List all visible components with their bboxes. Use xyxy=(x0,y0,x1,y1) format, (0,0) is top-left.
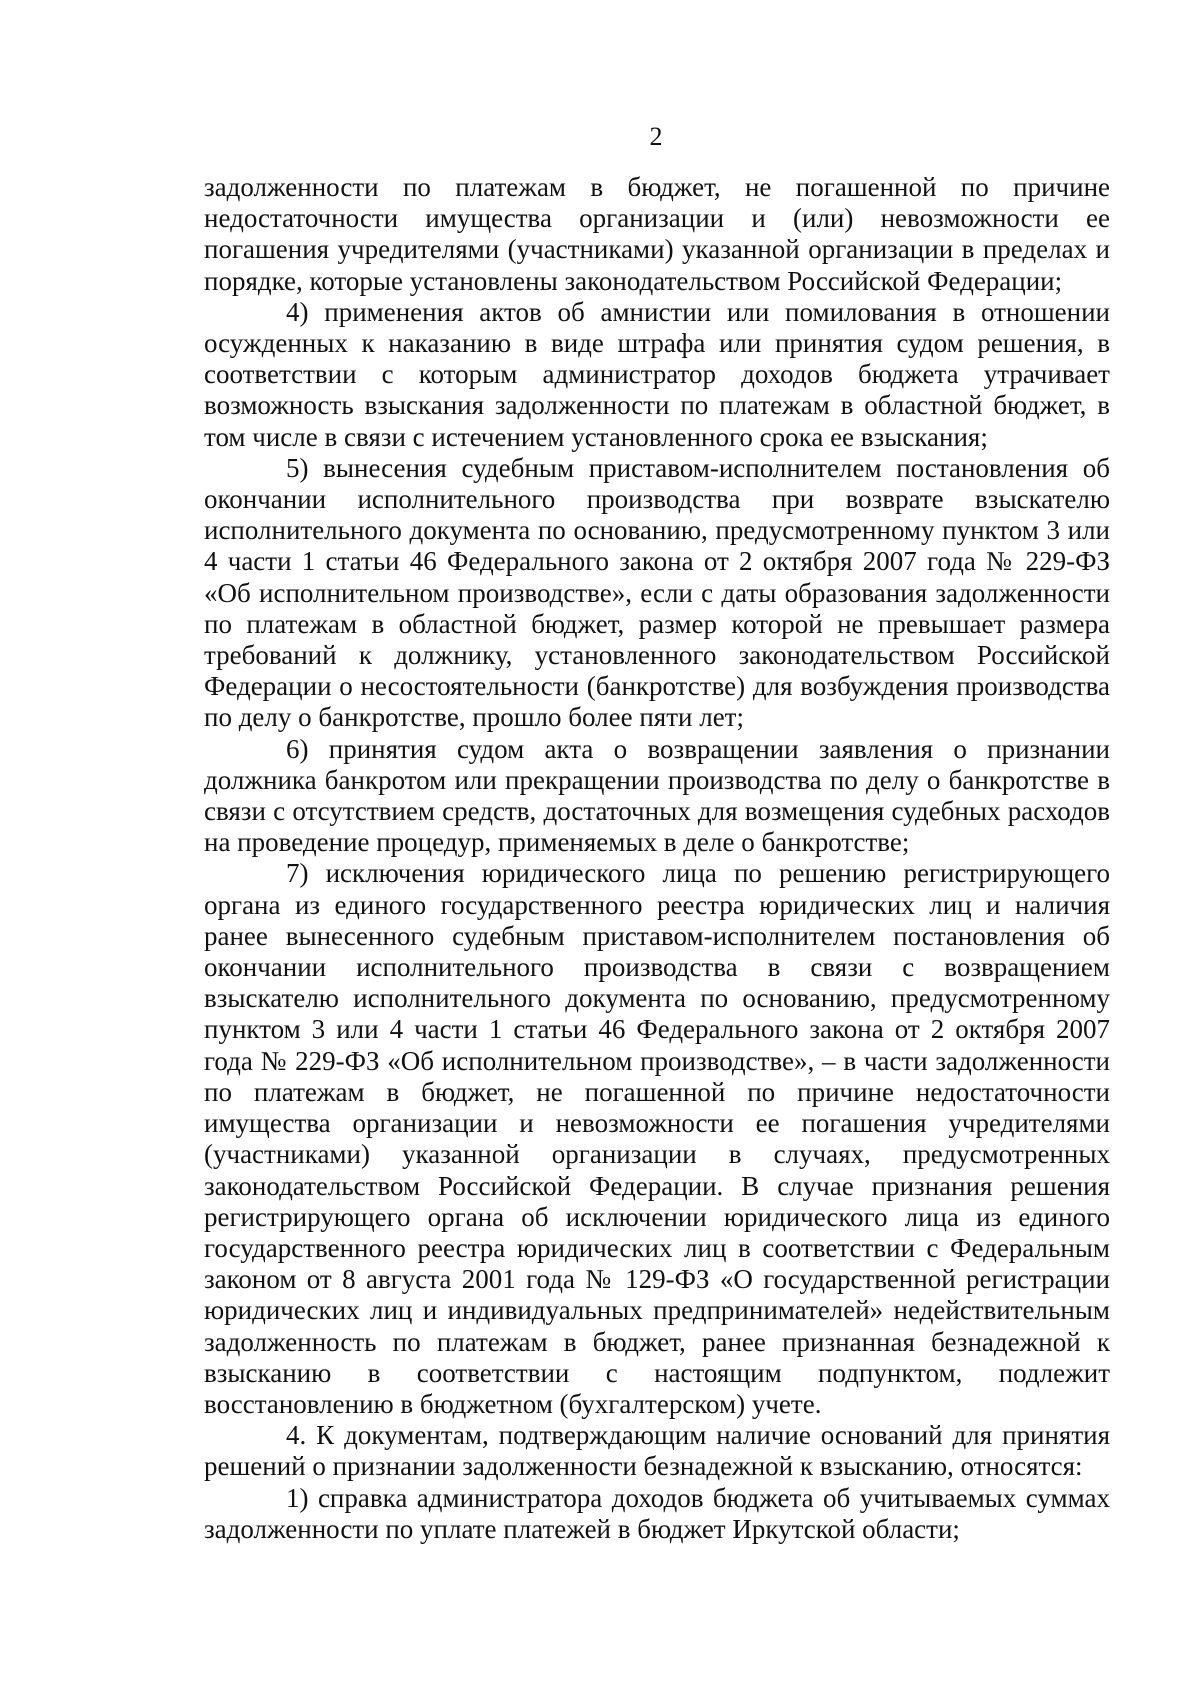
paragraph-item-5: 5) вынесения судебным приставом-исполнителем постановления об окончании исполнительного производства при возврате взыскателю исполнительного документа по основанию, предусмотренному пунктом 3 или 4 части 1 статьи 46 Федерального закона от 2 октября 2007 года № 229-ФЗ «Об исполнительном производстве», если с даты образования задолженности по платежам в областной бюджет, размер которой не превышает размера требований к должнику, установленного законодательством Российской Федерации о несостоятельности (банкротстве) для возбуждения производства по делу о банкротстве, прошло более пяти лет; xyxy=(204,452,1110,733)
paragraph-item-6: 6) принятия судом акта о возвращении заявления о признании должника банкротом или прекращении производства по делу о банкротстве в связи с отсутствием средств, достаточных для возмещения судебных расходов на проведение процедур, применяемых в деле о банкротстве; xyxy=(204,733,1110,858)
document-body xyxy=(204,172,1110,1545)
paragraph-section-4: 4. К документам, подтверждающим наличие оснований для принятия решений о признании задолженности безнадежной к взысканию, относятся: xyxy=(204,1420,1110,1482)
paragraph-continuation: задолженности по платежам в бюджет, не погашенной по причине недостаточности имущества организации и (или) невозможности ее погашения учредителями (участниками) указанной организации в пределах и порядке, которые установлены законодательством Российской Федерации; xyxy=(204,172,1110,296)
paragraph-subitem-1: 1) справка администратора доходов бюджета об учитываемых суммах задолженности по уплате платежей в бюджет Иркутской области; xyxy=(204,1482,1110,1544)
page-number: 2 xyxy=(649,122,663,151)
paragraph-item-7: 7) исключения юридического лица по решению регистрирующего органа из единого государственного реестра юридических лиц и наличия ранее вынесенного судебным приставом-исполнителем постановления об окончании исполнительного производства в связи с возвращением взыскателю исполнительного документа по основанию, предусмотренному пунктом 3 или 4 части 1 статьи 46 Федерального закона от 2 октября 2007 года № 229-ФЗ «Об исполнительном производстве», – в части задолженности по платежам в бюджет, не погашенной по причине недостаточности имущества организации и невозможности ее погашения учредителями (участниками) указанной организации в случаях, предусмотренных законодательством Российской Федерации. В случае признания решения регистрирующего органа об исключении юридического лица из единого государственного реестра юридических лиц в соответствии с Федеральным законом от 8 августа 2001 года № 129-ФЗ «О государственной регистрации юридических лиц и индивидуальных предпринимателей» недействительным задолженность по платежам в бюджет, ранее признанная безнадежной к взысканию в соответствии с настоящим подпунктом, подлежит восстановлению в бюджетном (бухгалтерском) учете. xyxy=(204,858,1110,1419)
paragraph-item-4: 4) применения актов об амнистии или помилования в отношении осужденных к наказанию в виде штрафа или принятия судом решения, в соответствии с которым администратор доходов бюджета утрачивает возможность взыскания задолженности по платежам в областной бюджет, в том числе в связи с истечением установленного срока ее взыскания; xyxy=(204,296,1110,452)
